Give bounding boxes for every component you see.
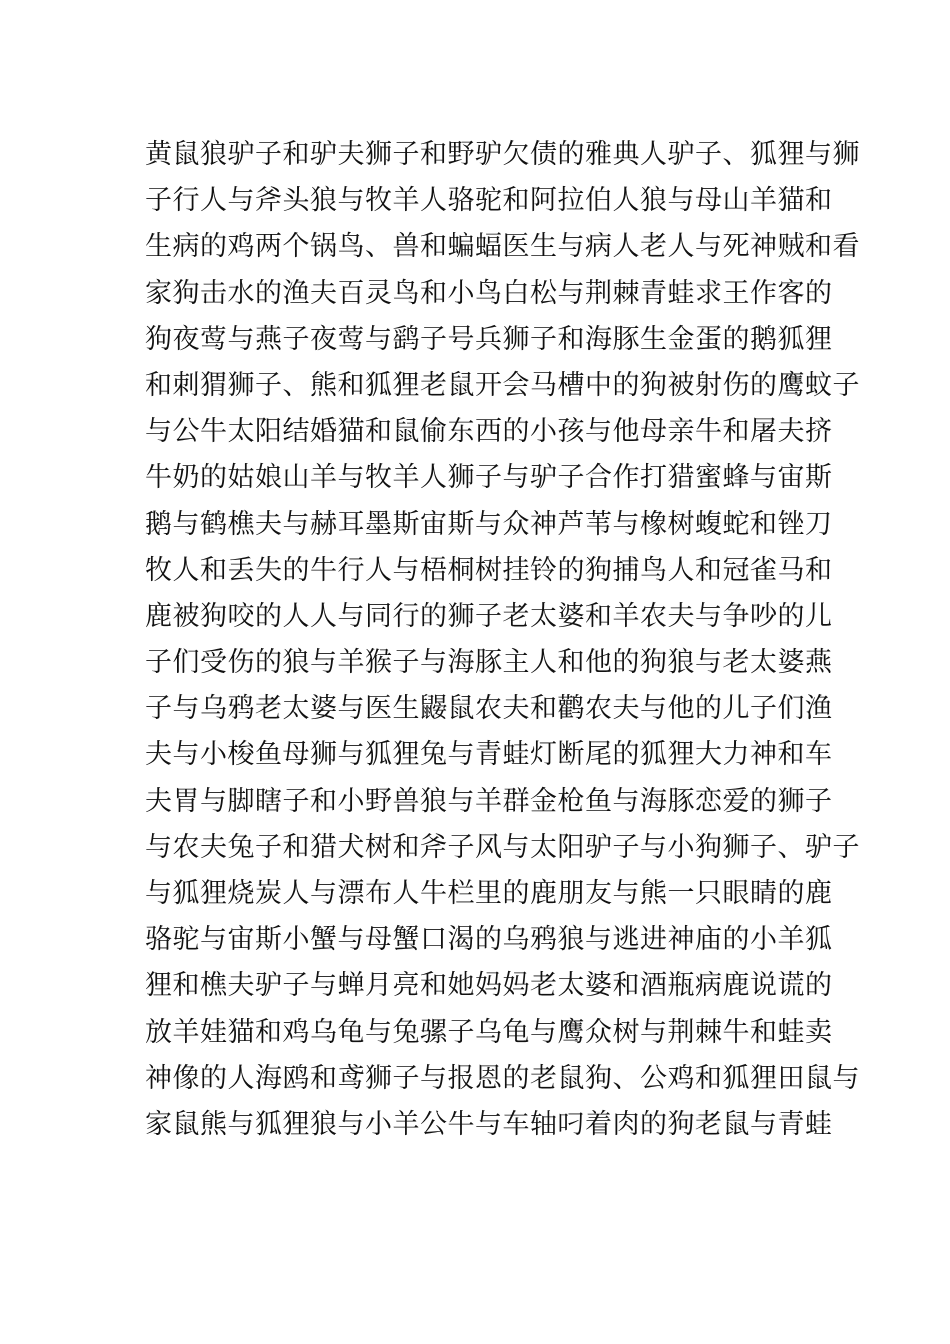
text-line: 家鼠熊与狐狸狼与小羊公牛与车轴叼着肉的狗老鼠与青蛙 [145,1108,833,1140]
text-line: 与农夫兔子和猎犬树和斧子风与太阳驴子与小狗狮子、驴子 [145,831,860,863]
body-text [145,132,860,1148]
text-line: 与狐狸烧炭人与漂布人牛栏里的鹿朋友与熊一只眼睛的鹿 [145,878,833,909]
text-line: 与公牛太阳结婚猫和鼠偷东西的小孩与他母亲牛和屠夫挤 [145,416,833,448]
text-line: 鹅与鹤樵夫与赫耳墨斯宙斯与众神芦苇与橡树蝮蛇和锉刀 [145,508,833,540]
text-line: 狸和樵夫驴子与蝉月亮和她妈妈老太婆和酒瓶病鹿说谎的 [145,970,833,1002]
text-line: 放羊娃猫和鸡乌龟与兔骡子乌龟与鹰众树与荆棘牛和蛙卖 [145,1016,833,1048]
text-line: 生病的鸡两个锅鸟、兽和蝙蝠医生与病人老人与死神贼和看 [145,231,860,263]
text-line: 子与乌鸦老太婆与医生鼹鼠农夫和鹳农夫与他的儿子们渔 [145,693,833,725]
text-line: 子们受伤的狼与羊猴子与海豚主人和他的狗狼与老太婆燕 [145,647,833,679]
text-line: 夫胃与脚瞎子和小野兽狼与羊群金枪鱼与海豚恋爱的狮子 [145,785,833,817]
text-line: 夫与小梭鱼母狮与狐狸兔与青蛙灯断尾的狐狸大力神和车 [145,739,833,771]
text-line: 狗夜莺与燕子夜莺与鹞子号兵狮子和海豚生金蛋的鹅狐狸 [145,323,833,355]
text-line: 神像的人海鸥和鸢狮子与报恩的老鼠狗、公鸡和狐狸田鼠与 [145,1062,860,1094]
text-line: 牛奶的姑娘山羊与牧羊人狮子与驴子合作打猎蜜蜂与宙斯 [145,462,833,494]
text-line: 家狗击水的渔夫百灵鸟和小鸟白松与荆棘青蛙求王作客的 [145,277,833,309]
text-line: 黄鼠狼驴子和驴夫狮子和野驴欠债的雅典人驴子、狐狸与狮 [145,139,860,170]
text-line: 和刺猬狮子、熊和狐狸老鼠开会马槽中的狗被射伤的鹰蚊子 [145,369,860,401]
text-line: 牧人和丢失的牛行人与梧桐树挂铃的狗捕鸟人和冠雀马和 [145,554,833,586]
text-line: 骆驼与宙斯小蟹与母蟹口渴的乌鸦狼与逃进神庙的小羊狐 [145,924,833,956]
text-line: 子行人与斧头狼与牧羊人骆驼和阿拉伯人狼与母山羊猫和 [145,185,833,217]
text-line: 鹿被狗咬的人人与同行的狮子老太婆和羊农夫与争吵的儿 [145,600,833,632]
